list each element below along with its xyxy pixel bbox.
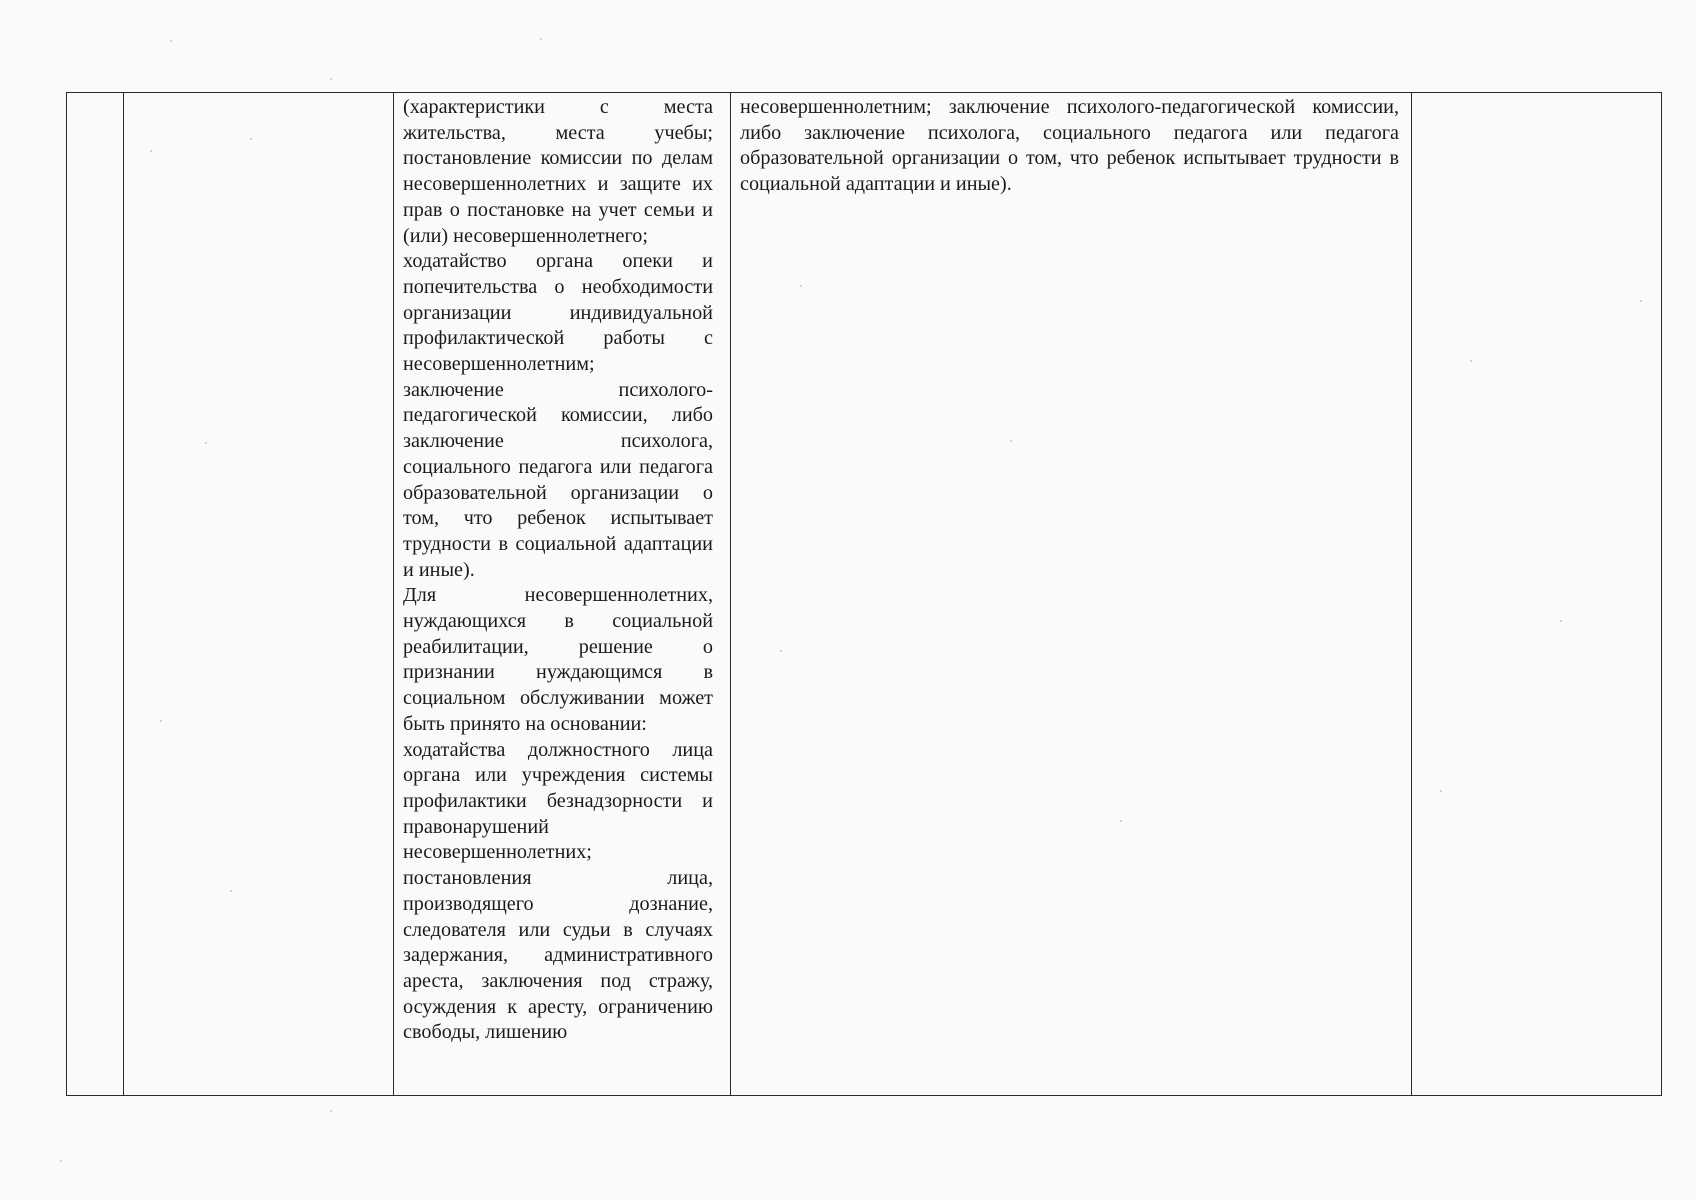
col3-paragraph-1: (характеристики с места жительства, места учебы; постановление комиссии по делам несовершеннолетних и защите их прав о постановке на учет семьи и (или) несовершеннолетнего;: [403, 96, 713, 247]
scan-speckle: [1560, 620, 1562, 622]
table-column-5: [1412, 93, 1661, 1095]
col3-paragraph-5: ходатайства должностного лица органа или учреждения системы профилактики безнадзорности и правонарушений несовершеннолетних;: [403, 738, 713, 864]
scan-speckle: [780, 650, 782, 652]
scan-speckle: [1010, 440, 1012, 442]
scan-speckle: [330, 78, 332, 80]
scan-speckle: [1440, 790, 1442, 792]
table-cell-col4-text: [740, 95, 1399, 198]
scan-speckle: [330, 1110, 332, 1112]
col3-paragraph-6: постановления лица, производящего дознание, следователя или судьи в случаях задержания, административного ареста, заключения под стражу, осуждения к аресту, ограничению свободы, лишению: [403, 867, 713, 1044]
scan-speckle: [540, 38, 542, 40]
scan-speckle: [205, 442, 207, 444]
col3-paragraph-4: Для несовершеннолетних, нуждающихся в социальной реабилитации, решение о признании нуждающимся в социальном обслуживании может быть принято на основании:: [403, 584, 713, 735]
table-column-4: [731, 93, 1412, 1095]
document-table: [66, 92, 1662, 1096]
scan-speckle: [60, 1160, 62, 1162]
table-cell-col3-text: [403, 95, 713, 1046]
scan-speckle: [1120, 820, 1122, 822]
scan-speckle: [150, 150, 152, 152]
scan-speckle: [230, 890, 232, 892]
scan-speckle: [250, 138, 252, 140]
col4-paragraph: несовершеннолетним; заключение психолого-педагогической комиссии, либо заключение психолога, социального педагога или педагога образовательной организации о том, что ребенок испытывает трудности в социальной адаптации и иные).: [740, 96, 1399, 196]
scan-speckle: [170, 40, 172, 42]
scan-speckle: [160, 720, 162, 722]
scan-speckle: [800, 285, 802, 287]
col3-paragraph-3: заключение психолого-педагогической комиссии, либо заключение психолога, социального педагога или педагога образовательной организации о том, что ребенок испытывает трудности в социальной адаптации и иные).: [403, 378, 713, 581]
table-column-number: [67, 93, 124, 1095]
scan-speckle: [1470, 360, 1472, 362]
scan-speckle: [1640, 300, 1642, 302]
col3-paragraph-2: ходатайство органа опеки и попечительства о необходимости организации индивидуальной профилактической работы с несовершеннолетним;: [403, 250, 713, 376]
table-column-2: [124, 93, 394, 1095]
table-column-3: [394, 93, 731, 1095]
